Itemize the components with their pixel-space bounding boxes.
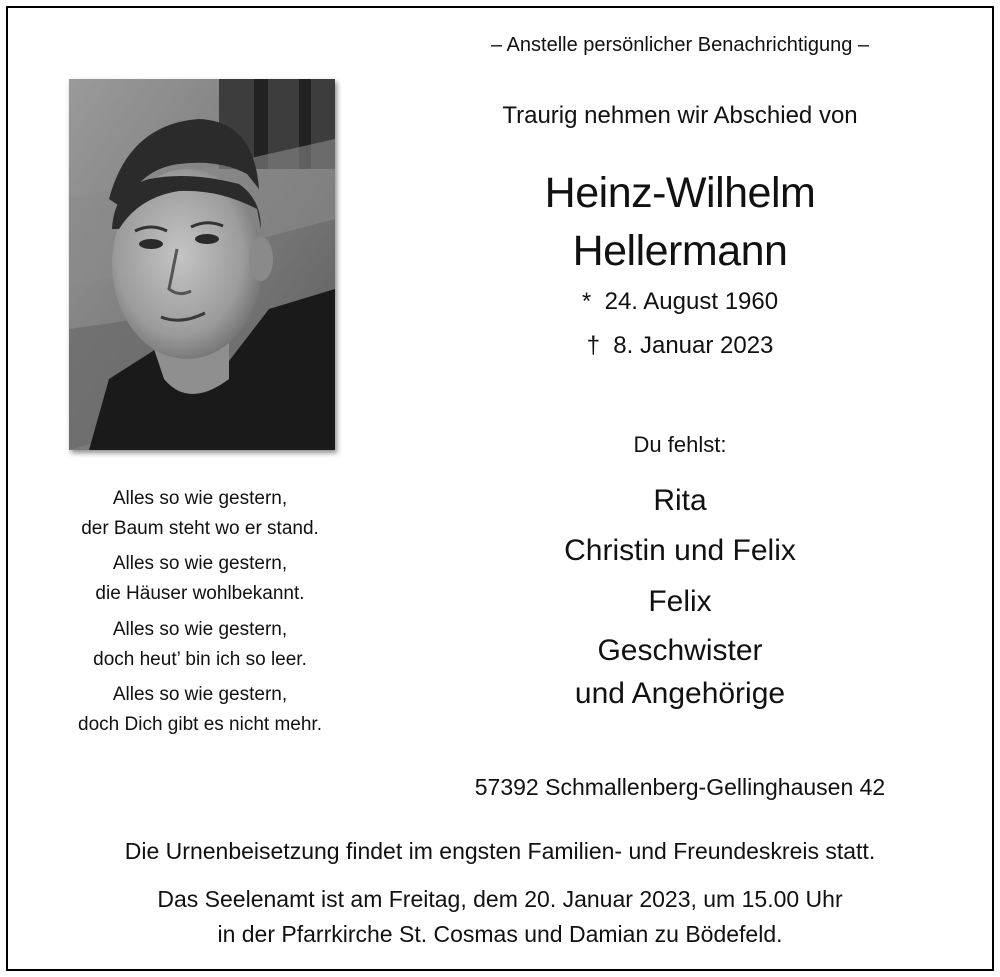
poem-line: doch Dich gibt es nicht mehr. — [78, 714, 322, 735]
mass-line: Das Seelenamt ist am Freitag, dem 20. Januar 2023, um 15.00 Uhr — [157, 886, 843, 912]
requiem-mass-notice — [0, 882, 1000, 952]
birth-date-line — [430, 288, 930, 316]
birth-date: 24. August 1960 — [604, 288, 779, 315]
poem-line: doch heut’ bin ich so leer. — [93, 649, 307, 670]
poem-stanza — [30, 680, 370, 740]
farewell-lead: Traurig nehmen wir Abschied von — [502, 102, 858, 129]
poem-line: Alles so wie gestern, — [112, 684, 288, 705]
poem-line: die Häuser wohlbekannt. — [95, 583, 305, 604]
birth-symbol: * — [581, 288, 592, 315]
poem-line: der Baum steht wo er stand. — [81, 518, 319, 539]
cross-icon: † — [586, 332, 600, 359]
family-member: Geschwister — [597, 634, 763, 667]
poem-line: Alles so wie gestern, — [112, 619, 288, 640]
missing-heading: Du fehlst: — [633, 432, 727, 457]
death-date-line — [430, 332, 930, 360]
poem-line: Alles so wie gestern, — [112, 553, 288, 574]
portrait-photo — [69, 79, 335, 450]
poem-line: Alles so wie gestern, — [112, 488, 288, 509]
urn-burial-notice: Die Urnenbeisetzung findet im engsten Familien- und Freundeskreis statt. — [124, 838, 876, 864]
death-date: 8. Januar 2023 — [613, 332, 774, 359]
last-name: Hellermann — [572, 227, 788, 275]
family-address: 57392 Schmallenberg-Gellinghausen 42 — [474, 774, 886, 800]
first-name: Heinz-Wilhelm — [544, 169, 816, 217]
mass-line: in der Pfarrkirche St. Cosmas und Damian zu Bödefeld. — [217, 921, 783, 947]
poem-stanza — [30, 615, 370, 675]
deceased-name — [430, 164, 930, 280]
family-member: Christin und Felix — [564, 534, 796, 567]
family-member: Rita — [653, 484, 707, 517]
family-member: und Angehörige — [574, 677, 786, 710]
poem-stanza — [30, 484, 370, 544]
family-member: Felix — [648, 585, 712, 618]
notification-note: – Anstelle persönlicher Benachrichtigung – — [490, 34, 870, 56]
poem-stanza — [30, 549, 370, 609]
